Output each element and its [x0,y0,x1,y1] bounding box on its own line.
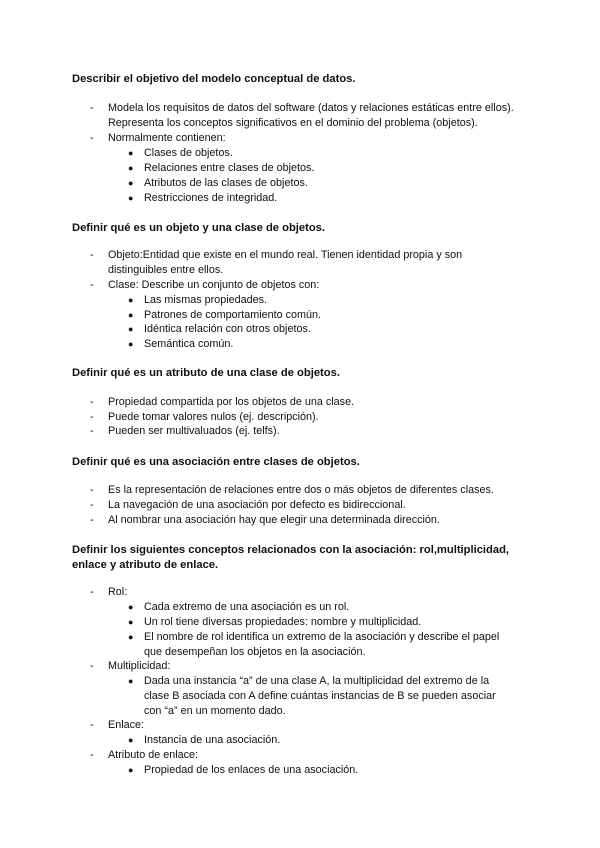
sub-item-text: Instancia de una asociación. [144,734,281,746]
dot-bullet: ● [128,310,134,320]
dot-bullet: ● [128,163,134,173]
section-heading: Definir los siguientes conceptos relacionados con la asociación: rol,multiplicidad, [72,544,510,556]
sub-item-text: que desempeñan los objetos en la asociación. [144,646,366,658]
section-heading: Definir qué es una asociación entre clases de objetos. [72,456,360,468]
dash-bullet: - [90,586,94,598]
dot-bullet: ● [128,676,134,686]
dash-bullet: - [90,484,94,496]
list-item-text: Representa los conceptos significativos en el dominio del problema (objetos). [108,117,478,129]
dot-bullet: ● [128,178,134,188]
section-heading: Describir el objetivo del modelo conceptual de datos. [72,73,356,85]
list-item-text: Normalmente contienen: [108,132,226,144]
section-heading: Definir qué es un objeto y una clase de objetos. [72,222,326,234]
dot-bullet: ● [128,193,134,203]
section-heading: Definir qué es un atributo de una clase de objetos. [72,367,340,379]
dash-bullet: - [90,660,94,672]
dot-bullet: ● [128,735,134,745]
dash-bullet: - [90,425,94,437]
section-heading: enlace y atributo de enlace. [72,559,219,571]
dot-bullet: ● [128,602,134,612]
sub-item-text: Propiedad de los enlaces de una asociación. [144,764,359,776]
list-item-text: Objeto:Entidad que existe en el mundo real. Tienen identidad propia y son [108,249,463,261]
dash-bullet: - [90,749,94,761]
dash-bullet: - [90,132,94,144]
dash-bullet: - [90,514,94,526]
list-item-text: distinguibles entre ellos. [108,264,224,276]
sub-item-text: Semántica común. [144,338,234,350]
list-item-text: Puede tomar valores nulos (ej. descripción). [108,411,319,423]
list-item-text: Propiedad compartida por los objetos de una clase. [108,396,355,408]
sub-item-text: Idéntica relación con otros objetos. [144,323,311,335]
dash-bullet: - [90,411,94,423]
list-item-text: Multiplicidad: [108,660,171,672]
dash-bullet: - [90,719,94,731]
sub-item-text: Clases de objetos. [144,147,233,159]
sub-item-text: Las mismas propiedades. [144,294,268,306]
sub-item-text: Atributos de las clases de objetos. [144,177,308,189]
sub-item-text: Un rol tiene diversas propiedades: nombre y multiplicidad. [144,616,422,628]
sub-item-text: Relaciones entre clases de objetos. [144,162,315,174]
dot-bullet: ● [128,339,134,349]
sub-item-text: Cada extremo de una asociación es un rol. [144,601,350,613]
dot-bullet: ● [128,765,134,775]
dash-bullet: - [90,396,94,408]
dash-bullet: - [90,279,94,291]
list-item-text: La navegación de una asociación por defecto es bidireccional. [108,499,406,511]
list-item-text: Al nombrar una asociación hay que elegir una determinada dirección. [108,514,440,526]
dash-bullet: - [90,102,94,114]
sub-item-text: Restricciones de integridad. [144,192,278,204]
sub-item-text: Patrones de comportamiento común. [144,309,322,321]
dot-bullet: ● [128,295,134,305]
list-item-text: Clase: Describe un conjunto de objetos con: [108,279,320,291]
dash-bullet: - [90,249,94,261]
sub-item-text: clase B asociada con A define cuántas instancias de B se pueden asociar [144,690,496,702]
sub-item-text: El nombre de rol identifica un extremo de la asociación y describe el papel [144,631,500,643]
dot-bullet: ● [128,148,134,158]
list-item-text: Rol: [108,586,128,598]
dot-bullet: ● [128,324,134,334]
dot-bullet: ● [128,632,134,642]
sub-item-text: Dada una instancia “a” de una clase A, la multiplicidad del extremo de la [144,675,490,687]
list-item-text: Modela los requisitos de datos del software (datos y relaciones estáticas entre ellos). [108,102,514,114]
list-item-text: Es la representación de relaciones entre dos o más objetos de diferentes clases. [108,484,494,496]
dash-bullet: - [90,499,94,511]
list-item-text: Enlace: [108,719,145,731]
sub-item-text: con “a” en un momento dado. [144,705,286,717]
dot-bullet: ● [128,617,134,627]
list-item-text: Pueden ser multivaluados (ej. telfs). [108,425,280,437]
list-item-text: Atributo de enlace: [108,749,199,761]
